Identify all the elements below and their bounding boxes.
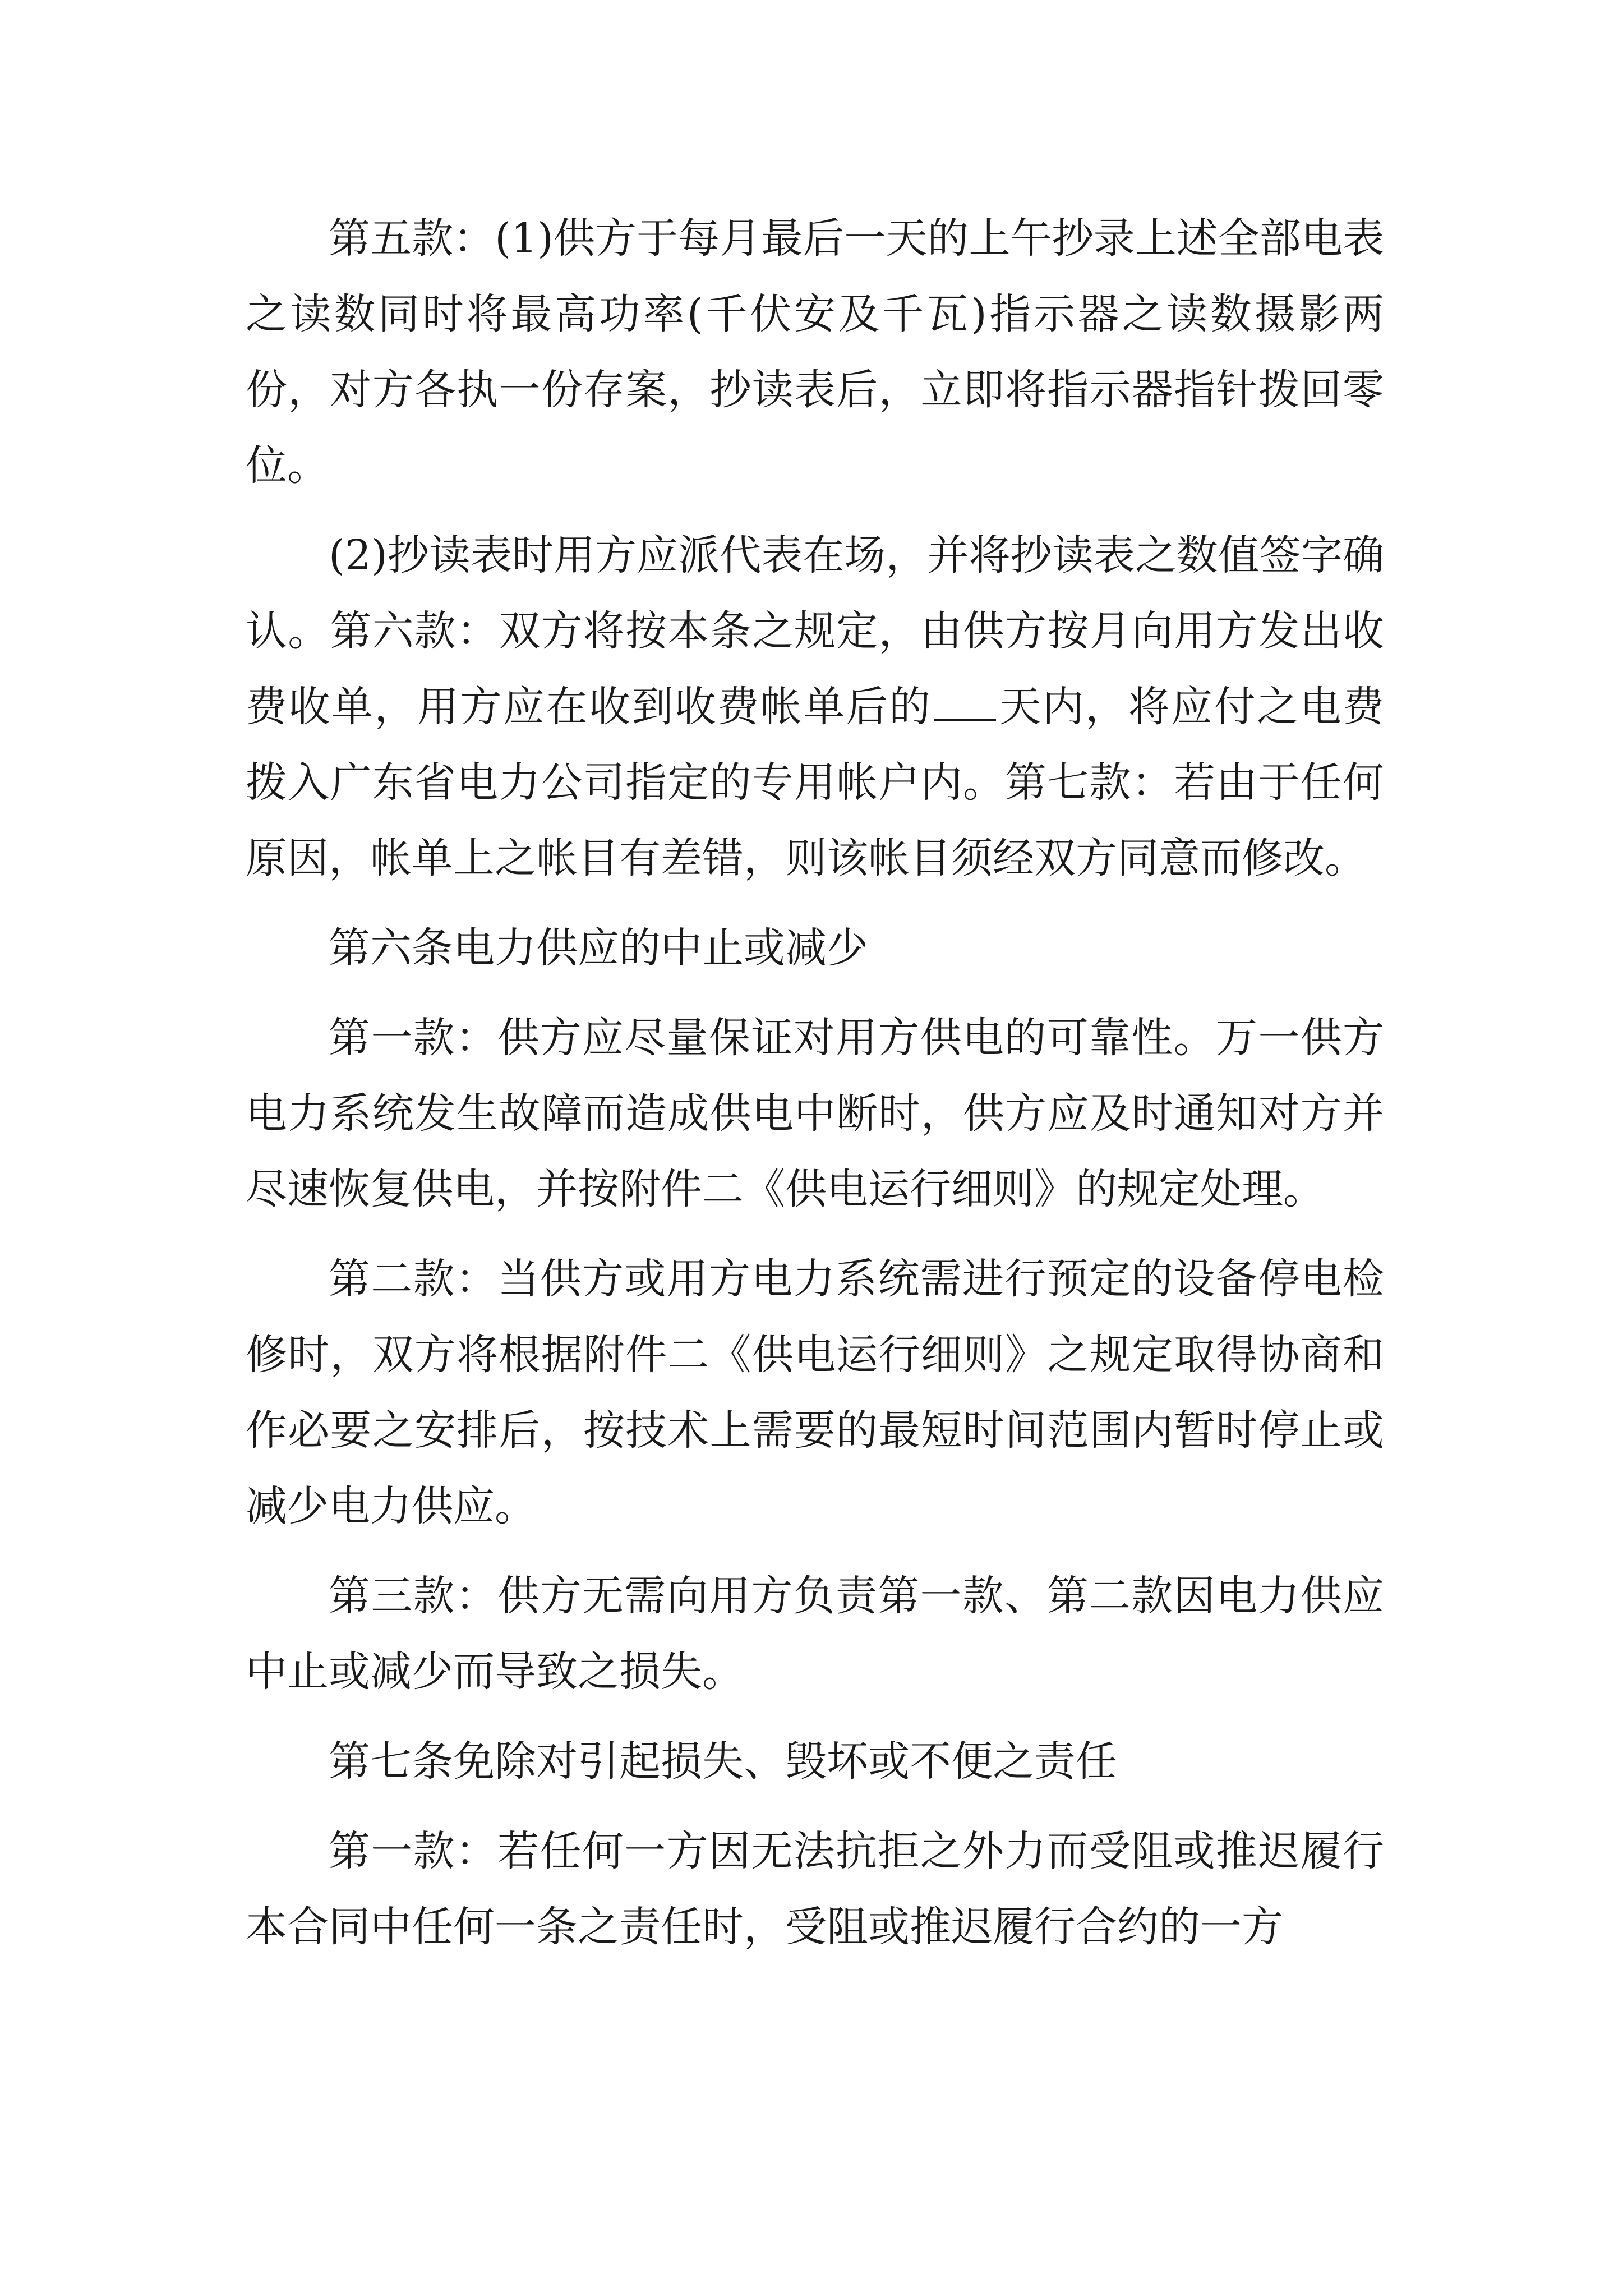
article-7-clause-1: 第一款：若任何一方因无法抗拒之外力而受阻或推迟履行本合同中任何一条之责任时，受阻或推迟履行合约的一方 (246, 1827, 1384, 1951)
article-6-heading: 第六条电力供应的中止或减少 (329, 924, 868, 972)
clause-5-part-1: 第五款：(1)供方于每月最后一天的上午抄录上述全部电表之读数同时将最高功率(千伏安及千瓦)指示器之读数摄影两份，对方各执一份存案，抄读表后，立即将指示器指针拨回零位。 (246, 214, 1384, 490)
article-6-clause-3: 第三款：供方无需向用方负责第一款、第二款因电力供应中止或减少而导致之损失。 (246, 1572, 1384, 1696)
article-6-clause-1: 第一款：供方应尽量保证对用方供电的可靠性。万一供方电力系统发生故障而造成供电中断时，供方应及时通知对方并尽速恢复供电，并按附件二《供电运行细则》的规定处理。 (246, 1014, 1384, 1213)
clause-5-part-2 (246, 518, 1384, 896)
fill-in-blank-days (934, 684, 996, 721)
clause-5-part-2-after-blank: 天内，将应付之电费拨入广东省电力公司指定的专用帐户内。第七款：若由于任何原因，帐单上之帐目有差错，则该帐目须经双方同意而修改。 (246, 683, 1385, 882)
clause-5-part-2-before-blank: (2)抄读表时用方应派代表在场，并将抄读表之数值签字确认。第六款：双方将按本条之规定，由供方按月向用方发出收费收单，用方应在收到收费帐单后的 (246, 531, 1384, 731)
document-body (246, 201, 1384, 1979)
article-6-clause-2: 第二款：当供方或用方电力系统需进行预定的设备停电检修时，双方将根据附件二《供电运行细则》之规定取得协商和作必要之安排后，按技术上需要的最短时间范围内暂时停止或减少电力供应。 (246, 1255, 1384, 1530)
article-7-heading: 第七条免除对引起损失、毁坏或不便之责任 (329, 1737, 1117, 1786)
